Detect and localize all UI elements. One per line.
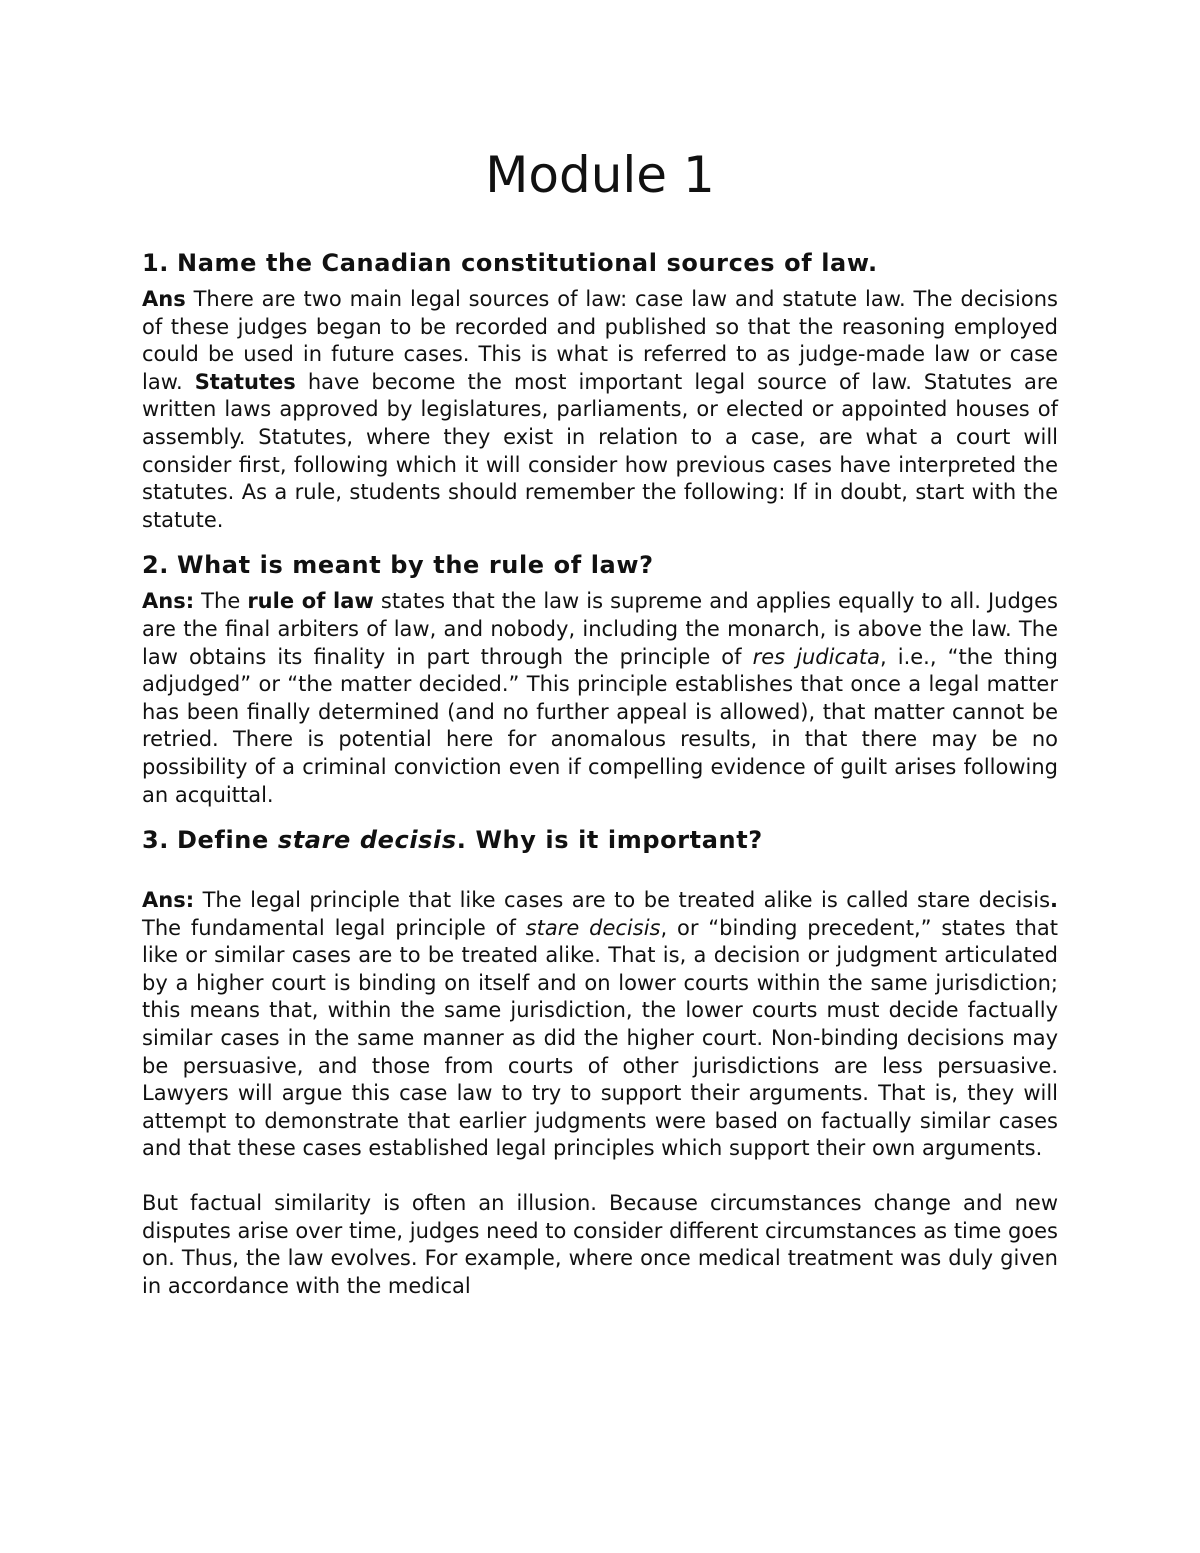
answer-3-text-a: The legal principle that like cases are to be treated alike is called stare decisis	[194, 888, 1051, 913]
answer-2-text-b: states that the law is supreme and applies equally to all. Judges are the final arbiters of law, and nobody, including the monarch, is above the law. The law obtains its finality in part through the principle of	[142, 589, 1058, 669]
question-3-number: 3.	[142, 826, 170, 855]
answer-3-text-b: The fundamental legal principle of	[142, 915, 526, 940]
answer-3-label: Ans:	[142, 888, 195, 913]
answer-2-bold-term: rule of law	[247, 589, 374, 614]
answer-2-text-a: The	[194, 589, 248, 614]
answer-2-text-c: , i.e., “the thing adjudged” or “the matter decided.” This principle establishes that once a legal matter has been finally determined (and no further appeal is allowed), that matter cannot be retried. There is potential here for anomalous results, in that there may be no possibility of a criminal conviction even if compelling evidence of guilt arises following an acquittal.	[142, 644, 1059, 807]
answer-1-text-a: There are two main legal sources of law: case law and statute law. The decisions of these judges began to be recorded and published so that the reasoning employed could be used in future cases. This is what is referred to as judge-made law or case law.	[142, 287, 1058, 394]
answer-3-italic-term: stare decisis	[525, 915, 661, 940]
page-title: Module 1	[485, 146, 715, 204]
question-1-text: Name the Canadian constitutional sources of law.	[177, 249, 878, 277]
answer-2-italic-term: res judicata	[752, 644, 880, 669]
answer-1	[142, 286, 1058, 534]
answer-3	[142, 887, 1058, 1163]
answer-1-text-b: have become the most important legal source of law. Statutes are written laws approved by legislatures, parliaments, or elected or appointed houses of assembly. Statutes, where they exist in relation to a case, are what a court will consider first, following which it will consider how previous cases have interpreted the statutes. As a rule, students should remember the following: If in doubt, start with the statute.	[142, 369, 1058, 532]
answer-2	[142, 588, 1058, 809]
answer-3-paragraph-2: But factual similarity is often an illusion. Because circumstances change and new disputes arise over time, judges need to consider different circumstances as time goes on. Thus, the law evolves. For example, where once medical treatment was duly given in accordance with the medical	[142, 1191, 1058, 1298]
answer-1-bold-statutes: Statutes	[194, 369, 296, 394]
question-3-text-a: Define	[177, 826, 278, 855]
answer-1-label: Ans	[142, 287, 186, 311]
document-page	[142, 138, 1058, 1300]
answer-3-text-c: , or “binding precedent,” states that like or similar cases are to be treated alike. That is, a decision or judgment articulated by a higher court is binding on itself and on lower courts within the same jurisdiction; this means that, within the same jurisdiction, the lower courts must decide factually similar cases in the same manner as did the higher court. Non-binding decisions may be persuasive, and those from courts of other jurisdictions are less persuasive. Lawyers will argue this case law to try to support their arguments. That is, they will attempt to demonstrate that earlier judgments were based on factually similar cases and that these cases established legal principles which support their own arguments.	[142, 915, 1058, 1161]
question-1-heading	[142, 246, 1058, 280]
question-2-text: What is meant by the rule of law?	[177, 551, 654, 580]
question-2-heading	[142, 548, 1058, 582]
question-2-number: 2.	[142, 551, 170, 580]
question-1-number: 1.	[142, 249, 170, 277]
answer-3-bold-period: .	[1050, 888, 1058, 913]
question-3-heading	[142, 823, 1058, 857]
question-3-text-b: . Why is it important?	[456, 826, 763, 855]
question-3-italic: stare decisis	[277, 826, 457, 855]
answer-2-label: Ans:	[142, 589, 195, 614]
